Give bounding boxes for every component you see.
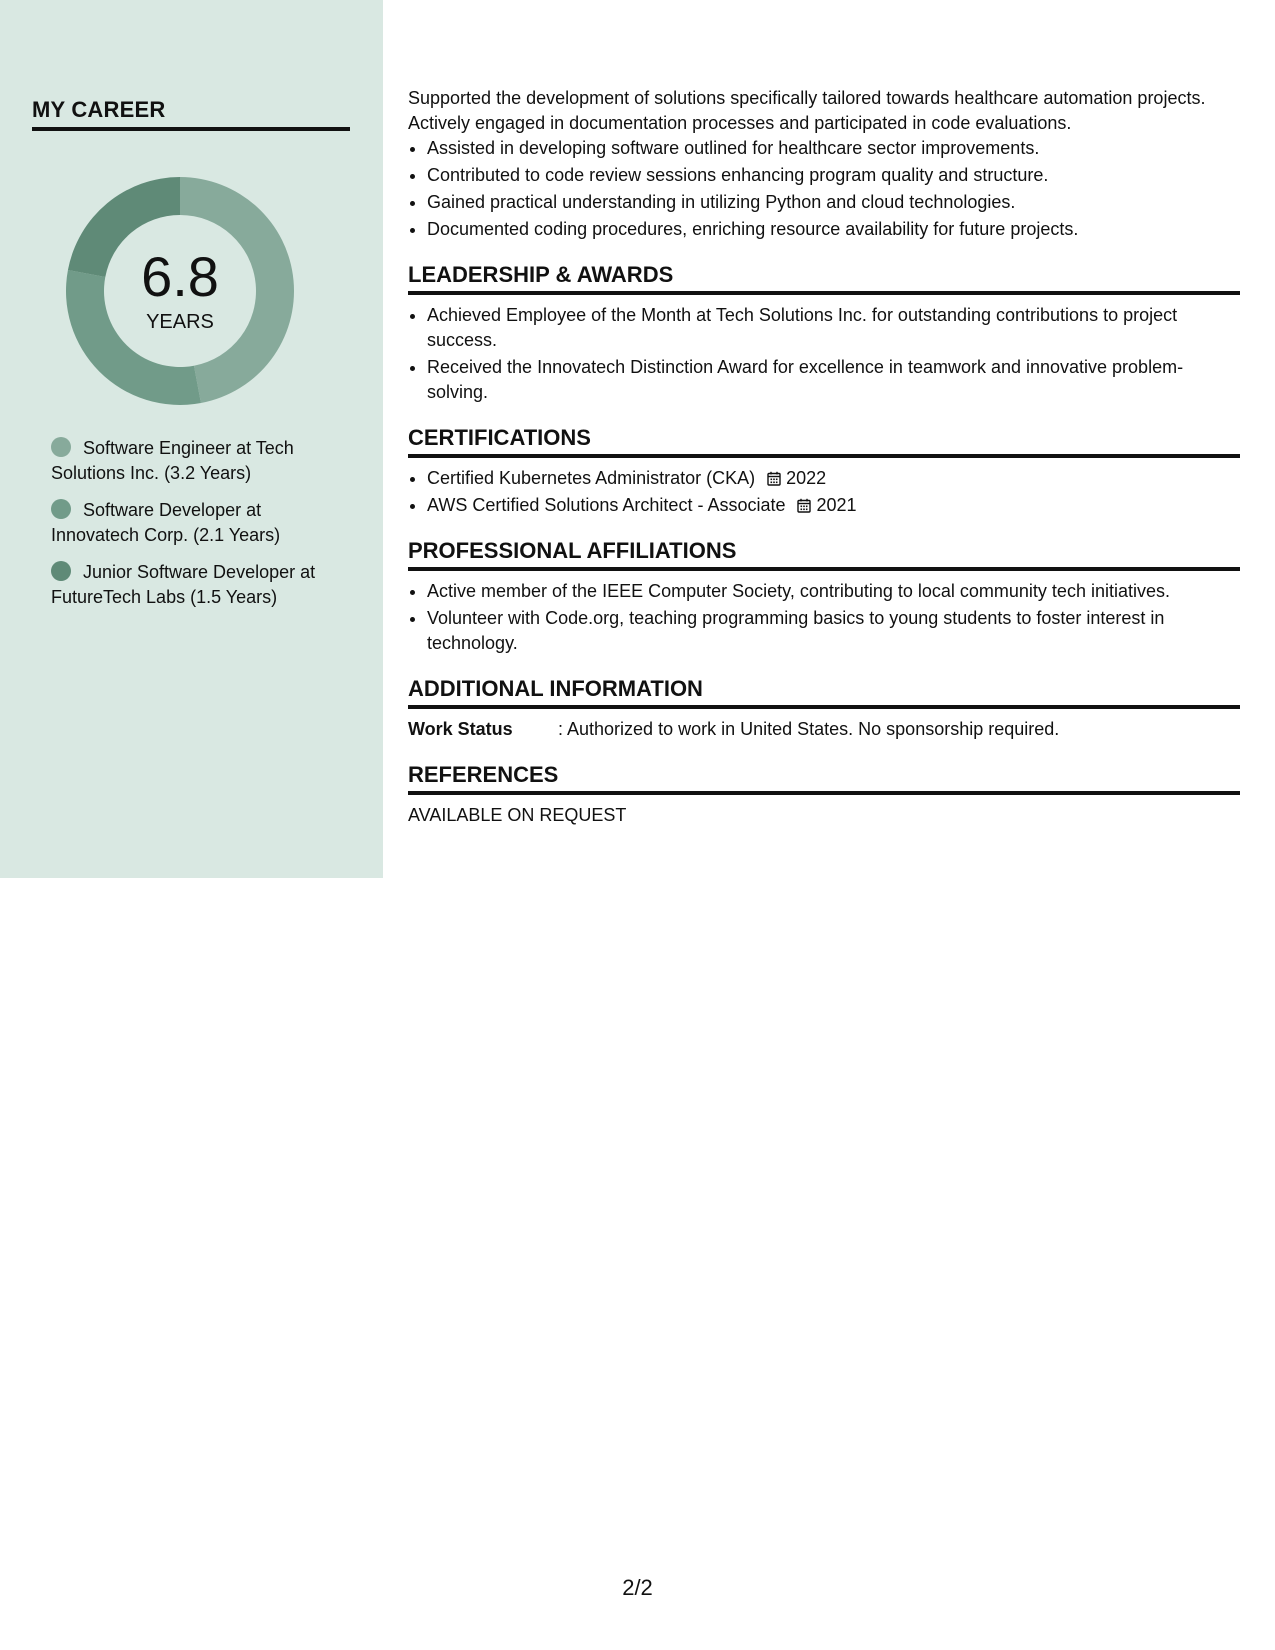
work-status-row — [408, 717, 1240, 742]
career-total-unit: YEARS — [146, 311, 214, 333]
affiliations-list — [408, 579, 1240, 656]
leadership-list — [408, 303, 1240, 405]
leadership-item: • Received the Innovatech Distinction Award for excellence in teamwork and innovative problem-solving. — [427, 355, 1240, 405]
references-text: AVAILABLE ON REQUEST — [408, 805, 627, 825]
career-donut-chart — [66, 177, 294, 405]
legend-label: Junior Software Developer at FutureTech Labs (1.5 Years) — [51, 562, 316, 607]
work-status-value: : Authorized to work in United States. No sponsorship required. — [558, 719, 1060, 739]
career-sidebar — [0, 0, 383, 878]
certifications-list — [408, 466, 1240, 518]
experience-bullets — [408, 136, 1240, 242]
career-total-value: 6.8 — [141, 245, 219, 308]
certification-item — [427, 493, 1240, 518]
experience-bullet: • Gained practical understanding in utilizing Python and cloud technologies. — [427, 190, 1240, 215]
calendar-icon — [767, 471, 781, 486]
career-title: MY CAREER — [32, 97, 350, 131]
legend-dot-2 — [51, 561, 71, 581]
calendar-icon — [797, 498, 811, 513]
career-total — [66, 177, 294, 405]
experience-intro: Supported the development of solutions specifically tailored towards healthcare automation projects. Actively engaged in documentation processes and participated in code evaluations. — [408, 88, 1206, 133]
additional-info-section — [408, 675, 1240, 742]
certification-item — [427, 466, 1240, 491]
page-number: 2/2 — [622, 1575, 653, 1600]
leadership-title: LEADERSHIP & AWARDS — [408, 261, 1240, 295]
affiliation-item: • Active member of the IEEE Computer Society, contributing to local community tech initiatives. — [427, 579, 1240, 604]
legend-label: Software Developer at Innovatech Corp. (2.1 Years) — [51, 500, 281, 545]
career-legend — [51, 436, 351, 622]
affiliation-item: • Volunteer with Code.org, teaching programming basics to young students to foster interest in technology. — [427, 606, 1240, 656]
leadership-section — [408, 261, 1240, 405]
legend-dot-0 — [51, 437, 71, 457]
certifications-title: CERTIFICATIONS — [408, 424, 1240, 458]
certification-name: Certified Kubernetes Administrator (CKA) — [427, 468, 756, 488]
legend-item — [51, 560, 351, 610]
certification-year: 2021 — [816, 495, 857, 515]
references-section — [408, 761, 1240, 828]
leadership-item: • Achieved Employee of the Month at Tech Solutions Inc. for outstanding contributions to project success. — [427, 303, 1240, 353]
affiliations-title: PROFESSIONAL AFFILIATIONS — [408, 537, 1240, 571]
affiliations-section — [408, 537, 1240, 656]
legend-dot-1 — [51, 499, 71, 519]
work-status-label: Work Status — [408, 719, 513, 739]
certifications-section — [408, 424, 1240, 518]
references-title: REFERENCES — [408, 761, 1240, 795]
experience-section — [408, 86, 1240, 242]
experience-bullet: • Contributed to code review sessions enhancing program quality and structure. — [427, 163, 1240, 188]
experience-bullet: • Assisted in developing software outlined for healthcare sector improvements. — [427, 136, 1240, 161]
certification-year: 2022 — [786, 468, 827, 488]
resume-main-column — [408, 86, 1240, 828]
legend-item — [51, 436, 351, 486]
experience-bullet: • Documented coding procedures, enriching resource availability for future projects. — [427, 217, 1240, 242]
additional-info-title: ADDITIONAL INFORMATION — [408, 675, 1240, 709]
legend-label: Software Engineer at Tech Solutions Inc. (3.2 Years) — [51, 438, 294, 483]
legend-item — [51, 498, 351, 548]
certification-name: AWS Certified Solutions Architect - Associate — [427, 495, 786, 515]
